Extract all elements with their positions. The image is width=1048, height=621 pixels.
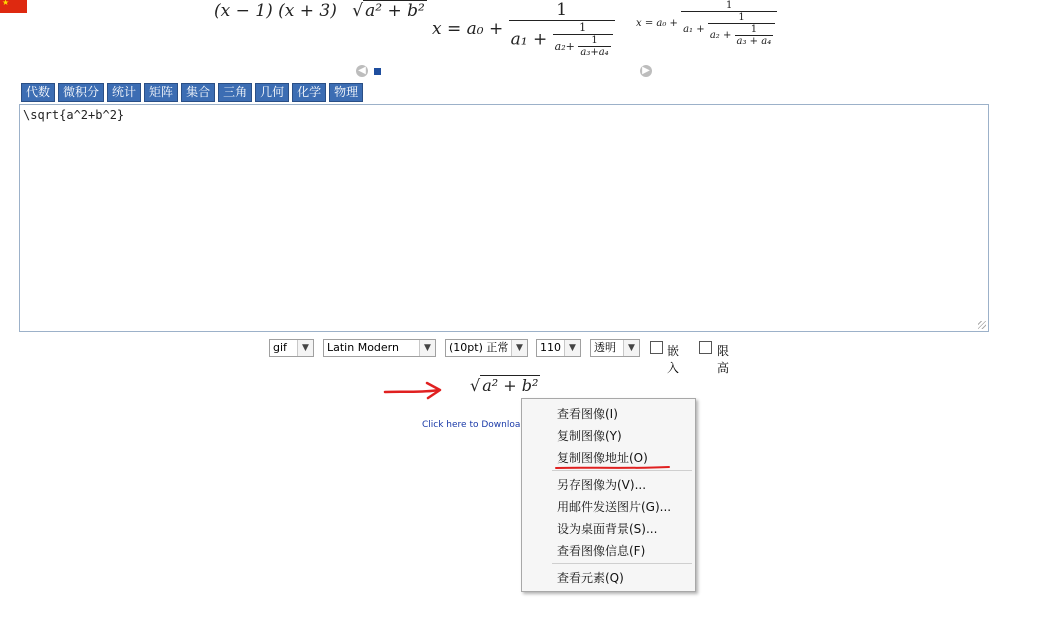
- latex-editor-value: \sqrt{a^2+b^2}: [23, 108, 125, 122]
- menu-item-view-image-info[interactable]: 查看图像信息(F): [557, 544, 646, 558]
- menu-item-email-image[interactable]: 用邮件发送图片(G)...: [557, 500, 672, 514]
- chevron-down-icon: ▼: [511, 340, 527, 356]
- tab-matrix[interactable]: 矩阵: [144, 83, 178, 102]
- background-select[interactable]: 透明 ▼: [590, 339, 640, 357]
- tab-algebra[interactable]: 代数: [21, 83, 55, 102]
- menu-item-set-desktop-background[interactable]: 设为桌面背景(S)...: [557, 522, 658, 536]
- china-flag-icon: ★: [0, 0, 27, 13]
- limit-height-label: 限高: [717, 344, 730, 375]
- red-underline-annotation-icon: [555, 465, 671, 471]
- tab-physics[interactable]: 物理: [329, 83, 363, 102]
- chevron-down-icon: ▼: [419, 340, 435, 356]
- format-select[interactable]: gif ▼: [269, 339, 314, 357]
- embed-label: 嵌入: [667, 344, 680, 375]
- menu-item-view-image[interactable]: 查看图像(I): [557, 407, 618, 421]
- formula-2-lhs: x = a₀ +: [432, 19, 504, 39]
- menu-item-inspect-element[interactable]: 查看元素(Q): [557, 571, 624, 585]
- carousel-next-icon[interactable]: ▶: [640, 65, 652, 77]
- tab-trigonometry[interactable]: 三角: [218, 83, 252, 102]
- carousel-indicator[interactable]: [374, 68, 381, 75]
- formula-3-fraction: 1 a₁ + 1 a₂ + $\frac{1}{\text{a₃ + a₄}}$: [681, 0, 777, 47]
- font-select[interactable]: Latin Modern ▼: [323, 339, 436, 357]
- tab-geometry[interactable]: 几何: [255, 83, 289, 102]
- menu-item-copy-image[interactable]: 复制图像(Y): [557, 429, 622, 443]
- carousel-prev-icon[interactable]: ◀: [356, 65, 368, 77]
- sample-formula-2[interactable]: [432, 0, 615, 58]
- latex-editor-textarea[interactable]: [19, 104, 989, 332]
- formula-1-sqrt: √ a² + b²: [352, 1, 425, 21]
- menu-item-copy-image-address[interactable]: 复制图像地址(O): [557, 451, 648, 465]
- dpi-select[interactable]: 110 ▼: [536, 339, 581, 357]
- menu-item-save-image-as[interactable]: 另存图像为(V)...: [557, 478, 647, 492]
- formula-2-fraction: 1 a₁ + 1 a₂+ $\frac{1}{\text{a₃+a₄}}$: [509, 0, 615, 58]
- size-select[interactable]: (10pt) 正常 ▼: [445, 339, 528, 357]
- tab-sets[interactable]: 集合: [181, 83, 215, 102]
- chevron-down-icon: ▼: [297, 340, 313, 356]
- chevron-down-icon: ▼: [623, 340, 639, 356]
- tab-chemistry[interactable]: 化学: [292, 83, 326, 102]
- download-link[interactable]: Click here to Downloa: [422, 420, 521, 430]
- rendered-formula-image[interactable]: √ a² + b²: [470, 376, 539, 395]
- sample-formula-1[interactable]: [214, 0, 427, 21]
- image-context-menu: [521, 398, 696, 592]
- tab-statistics[interactable]: 统计: [107, 83, 141, 102]
- limit-height-checkbox[interactable]: [699, 341, 712, 354]
- category-tabs: [21, 83, 363, 102]
- resize-grip-icon[interactable]: [978, 321, 986, 329]
- sample-formula-3[interactable]: x = a₀ + 1 a₁ + 1 a₂ + $\frac{1}{\text{a₃ + a₄}}$: [636, 0, 777, 47]
- menu-separator: [552, 563, 692, 564]
- chevron-down-icon: ▼: [564, 340, 580, 356]
- red-arrow-annotation-icon: [383, 380, 445, 402]
- preview-radicand: a² + b²: [482, 376, 539, 395]
- formula-1-product: (x − 1) (x + 3): [214, 1, 337, 21]
- tab-calculus[interactable]: 微积分: [58, 83, 104, 102]
- embed-checkbox[interactable]: [650, 341, 663, 354]
